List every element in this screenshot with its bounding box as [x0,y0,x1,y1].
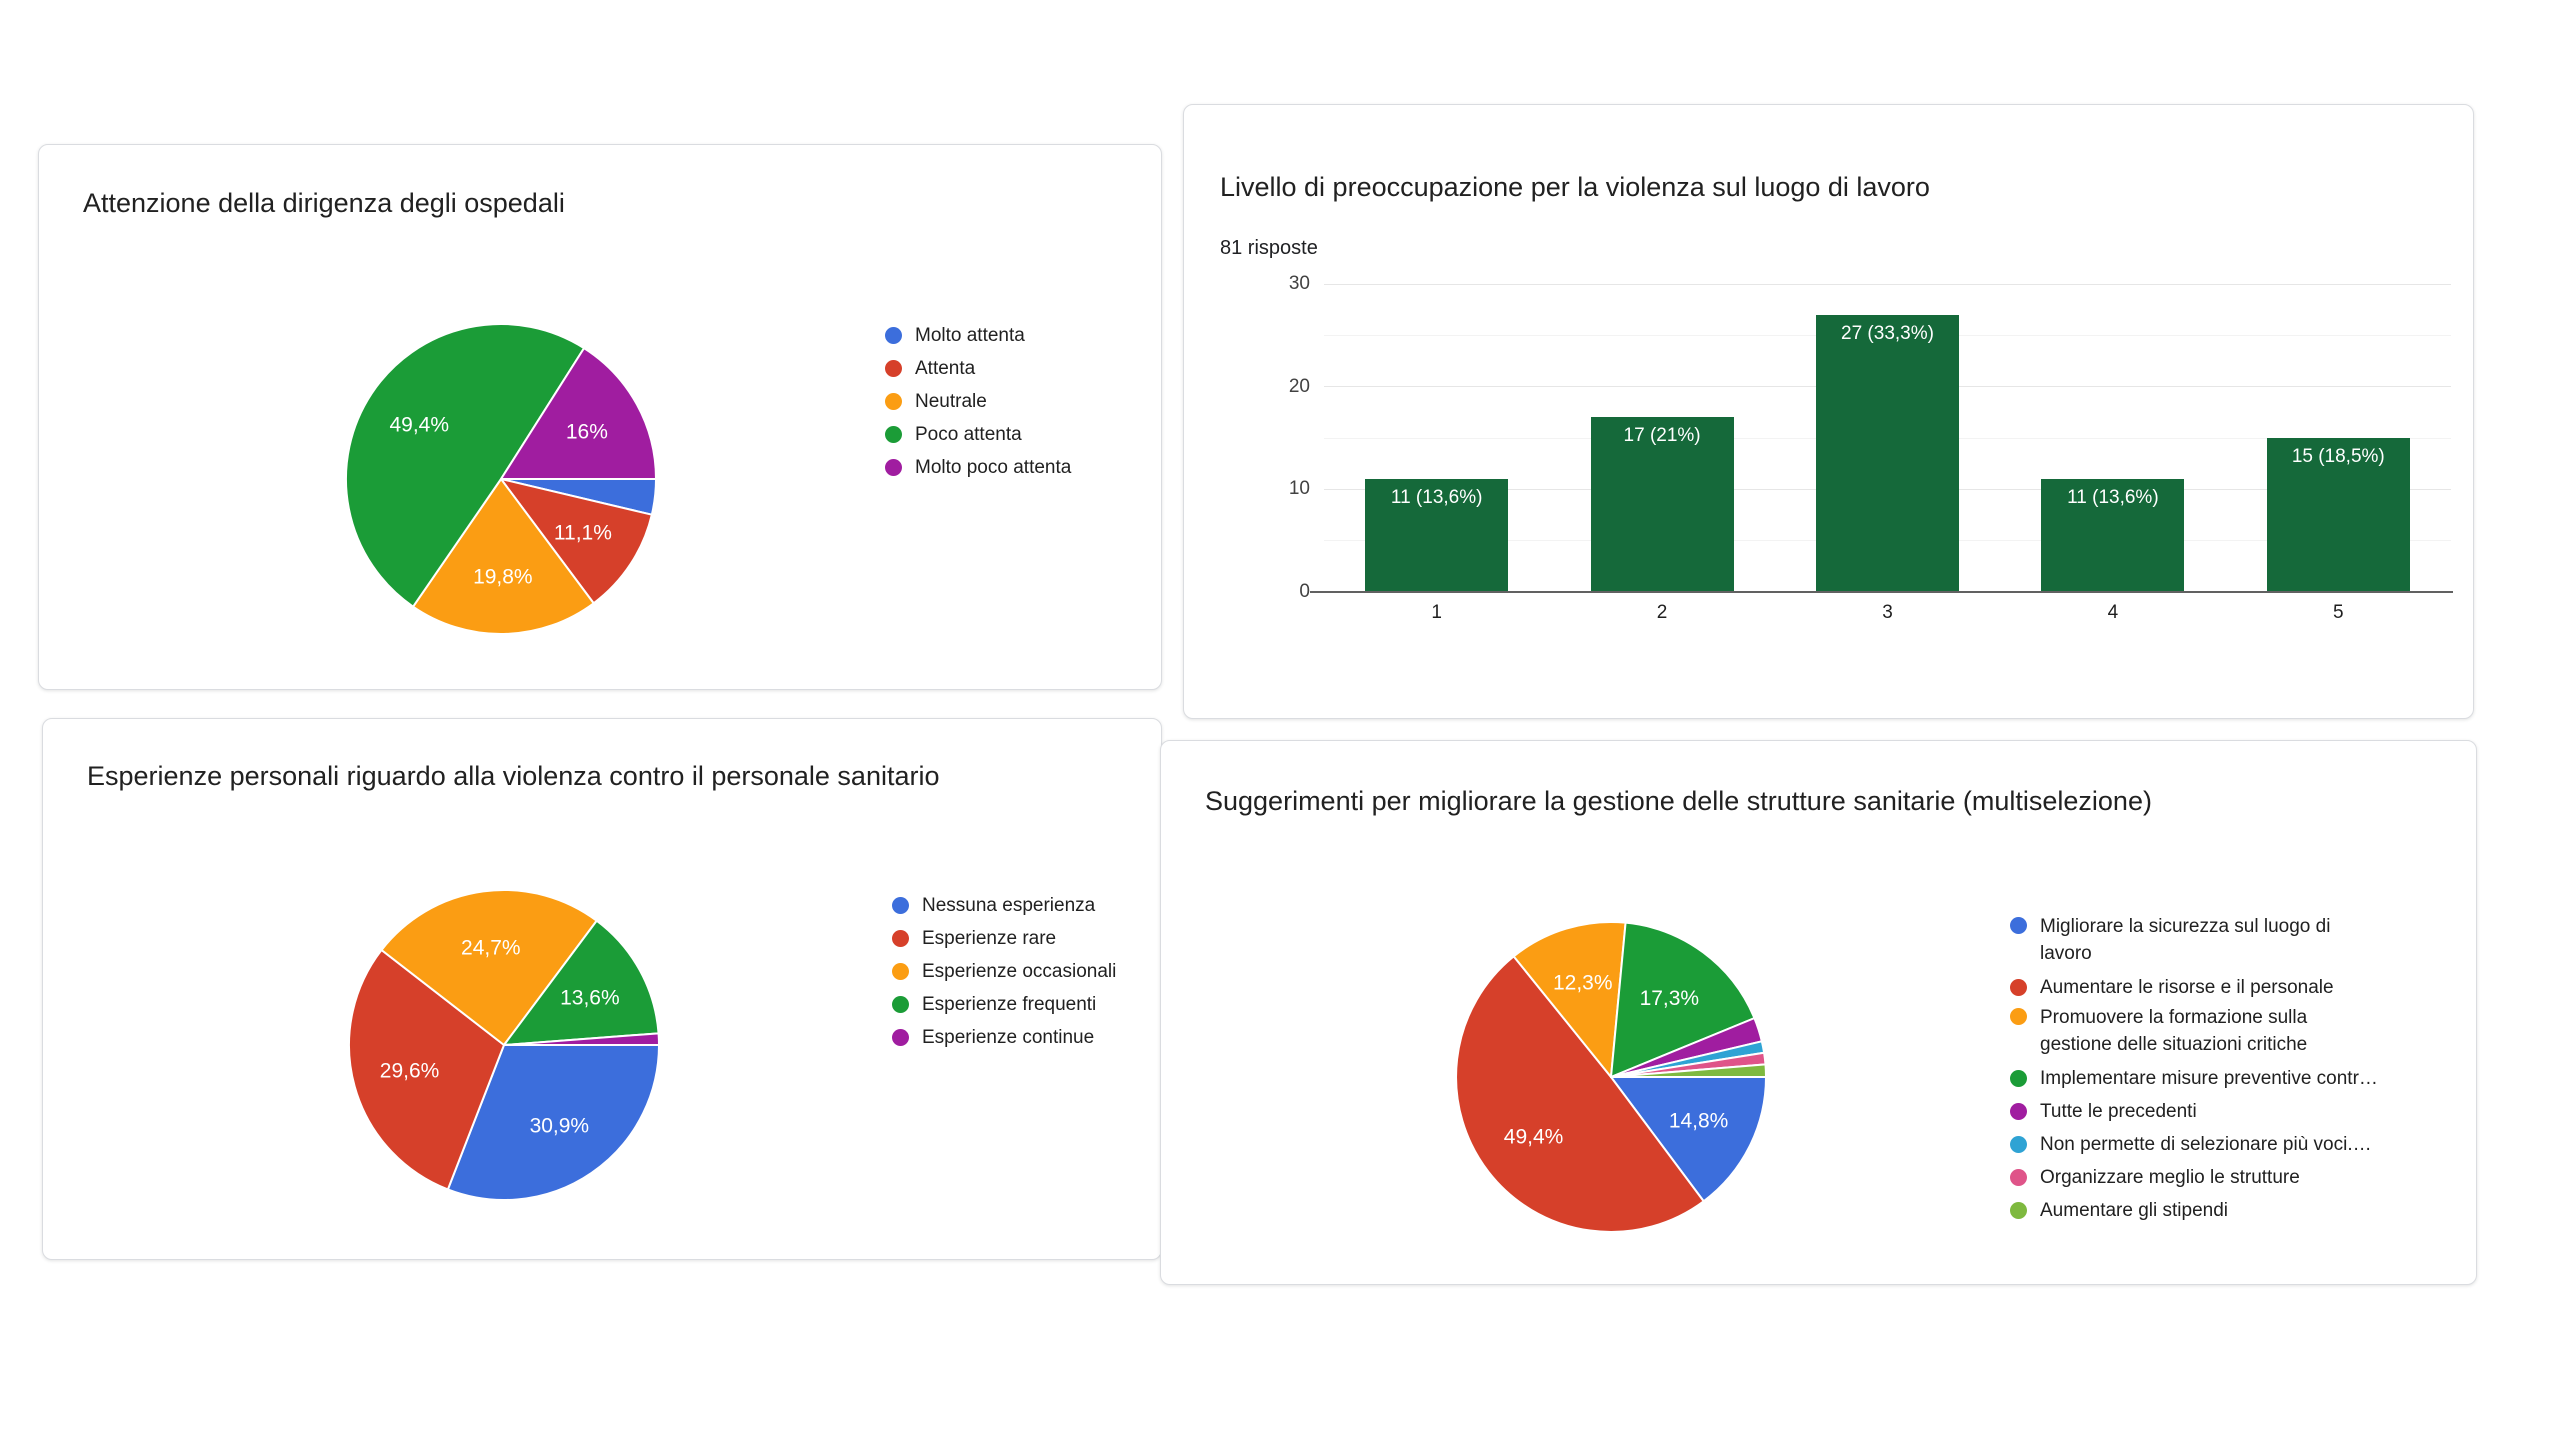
legend-item-label: Organizzare meglio le strutture [2040,1167,2300,1188]
y-gridline [1324,284,2451,285]
legend [892,889,1116,1054]
pie-slice-label: 16% [565,420,608,444]
pie-slice-label: 14,8% [1668,1109,1729,1133]
pie-chart [343,321,659,637]
bar-value-label: 17 (21%) [1623,425,1701,447]
legend-dot [2010,1008,2027,1025]
pie-slice-label: 24,7% [461,936,521,960]
response-count: 81 risposte [1220,237,1318,259]
pie-slice-label: 17,3% [1639,986,1700,1010]
bar-value-label: 11 (13,6%) [2067,487,2159,509]
legend-item [892,1021,1116,1054]
legend-item [2010,1004,2450,1058]
legend-dot [885,426,902,443]
legend-item [2010,971,2450,1004]
result-card-suggerimenti [1160,740,2477,1285]
legend-item-label: Tutte le precedenti [2040,1101,2197,1122]
legend-dot [892,996,909,1013]
y-tick-label: 20 [1288,375,1310,397]
legend-item-label: Nessuna esperienza [922,895,1096,916]
legend-dot [892,897,909,914]
y-tick-label: 0 [1299,581,1310,602]
legend-dot [2010,917,2027,934]
legend [885,319,1071,484]
bar-chart [1288,273,2451,623]
legend [2010,913,2450,1227]
x-tick-label: 5 [2333,602,2344,623]
legend-item [2010,1095,2450,1128]
pie-chart [346,887,662,1203]
legend-item-label: Esperienze continue [922,1027,1095,1048]
legend-item-label: Migliorare la sicurezza sul luogo di lavoro [2040,916,2331,964]
legend-dot [885,459,902,476]
pie-slice-label: 49,4% [1503,1125,1564,1149]
legend-item-label: Aumentare le risorse e il personale [2040,977,2334,998]
y-tick-label: 30 [1288,273,1310,294]
legend-item-label: Promuovere la formazione sulla gestione delle situazioni critiche [2040,1007,2308,1055]
chart-title: Esperienze personali riguardo alla violenza contro il personale sanitario [87,761,940,791]
legend-item-label: Implementare misure preventive contr… [2040,1068,2378,1089]
legend-item-label: Esperienze rare [922,928,1057,949]
legend-item [2010,1128,2450,1161]
legend-item [892,922,1116,955]
x-tick-label: 2 [1656,602,1668,623]
legend-item [892,988,1116,1021]
x-tick-label: 4 [2107,602,2119,623]
pie-slice-label: 12,3% [1552,971,1613,995]
legend-dot [2010,1070,2027,1087]
pie-slice-label: 19,8% [473,565,533,589]
legend-item-label: Neutrale [915,391,987,412]
pie-slice-label: 49,4% [389,413,450,437]
legend-item [2010,1194,2450,1227]
legend-item-label: Molto attenta [915,325,1025,346]
bar-value-label: 11 (13,6%) [1390,487,1483,509]
legend-item-label: Esperienze occasionali [922,961,1117,982]
legend-item [2010,913,2450,967]
legend-item [892,955,1116,988]
result-card-preoccupazione [1183,104,2474,719]
legend-item [2010,1062,2450,1095]
legend-dot [2010,1169,2027,1186]
pie-slice-label: 11,1% [553,521,612,545]
result-card-attenzione [38,144,1162,690]
legend-dot [885,327,902,344]
legend-item-label: Poco attenta [915,424,1022,445]
x-tick-label: 3 [1882,602,1893,623]
legend-dot [2010,979,2027,996]
legend-dot [892,1029,909,1046]
chart-title: Livello di preoccupazione per la violenza sul luogo di lavoro [1220,172,1930,202]
legend-item-label: Attenta [915,358,976,379]
bar-value-label: 27 (33,3%) [1841,322,1934,344]
pie-slice-label: 13,6% [560,986,620,1010]
legend-dot [892,963,909,980]
legend-item [892,889,1116,922]
legend-item-label: Non permette di selezionare più voci.… [2040,1134,2372,1155]
legend-item-label: Esperienze frequenti [922,994,1097,1015]
pie-slice-label: 30,9% [529,1114,590,1138]
legend-item-label: Aumentare gli stipendi [2040,1200,2228,1221]
x-tick-label: 1 [1431,602,1442,623]
y-tick-label: 10 [1288,478,1310,500]
bar-value-label: 15 (18,5%) [2291,446,2385,467]
legend-item [885,451,1071,484]
chart-title: Attenzione della dirigenza degli ospedali [83,188,565,218]
legend-item [885,352,1071,385]
legend-item [885,385,1071,418]
legend-item-label: Molto poco attenta [915,457,1072,478]
legend-dot [885,360,902,377]
legend-dot [2010,1202,2027,1219]
chart-title: Suggerimenti per migliorare la gestione delle strutture sanitarie (multiselezione) [1205,786,2152,816]
pie-chart [1453,919,1769,1235]
result-card-esperienze [42,718,1162,1260]
bar [1816,315,1959,592]
pie-slice-label: 29,6% [379,1059,440,1083]
legend-dot [892,930,909,947]
x-axis-line [1310,591,2453,593]
legend-dot [2010,1136,2027,1153]
legend-dot [2010,1103,2027,1120]
legend-dot [885,393,902,410]
legend-item [885,418,1071,451]
legend-item [885,319,1071,352]
legend-item [2010,1161,2450,1194]
